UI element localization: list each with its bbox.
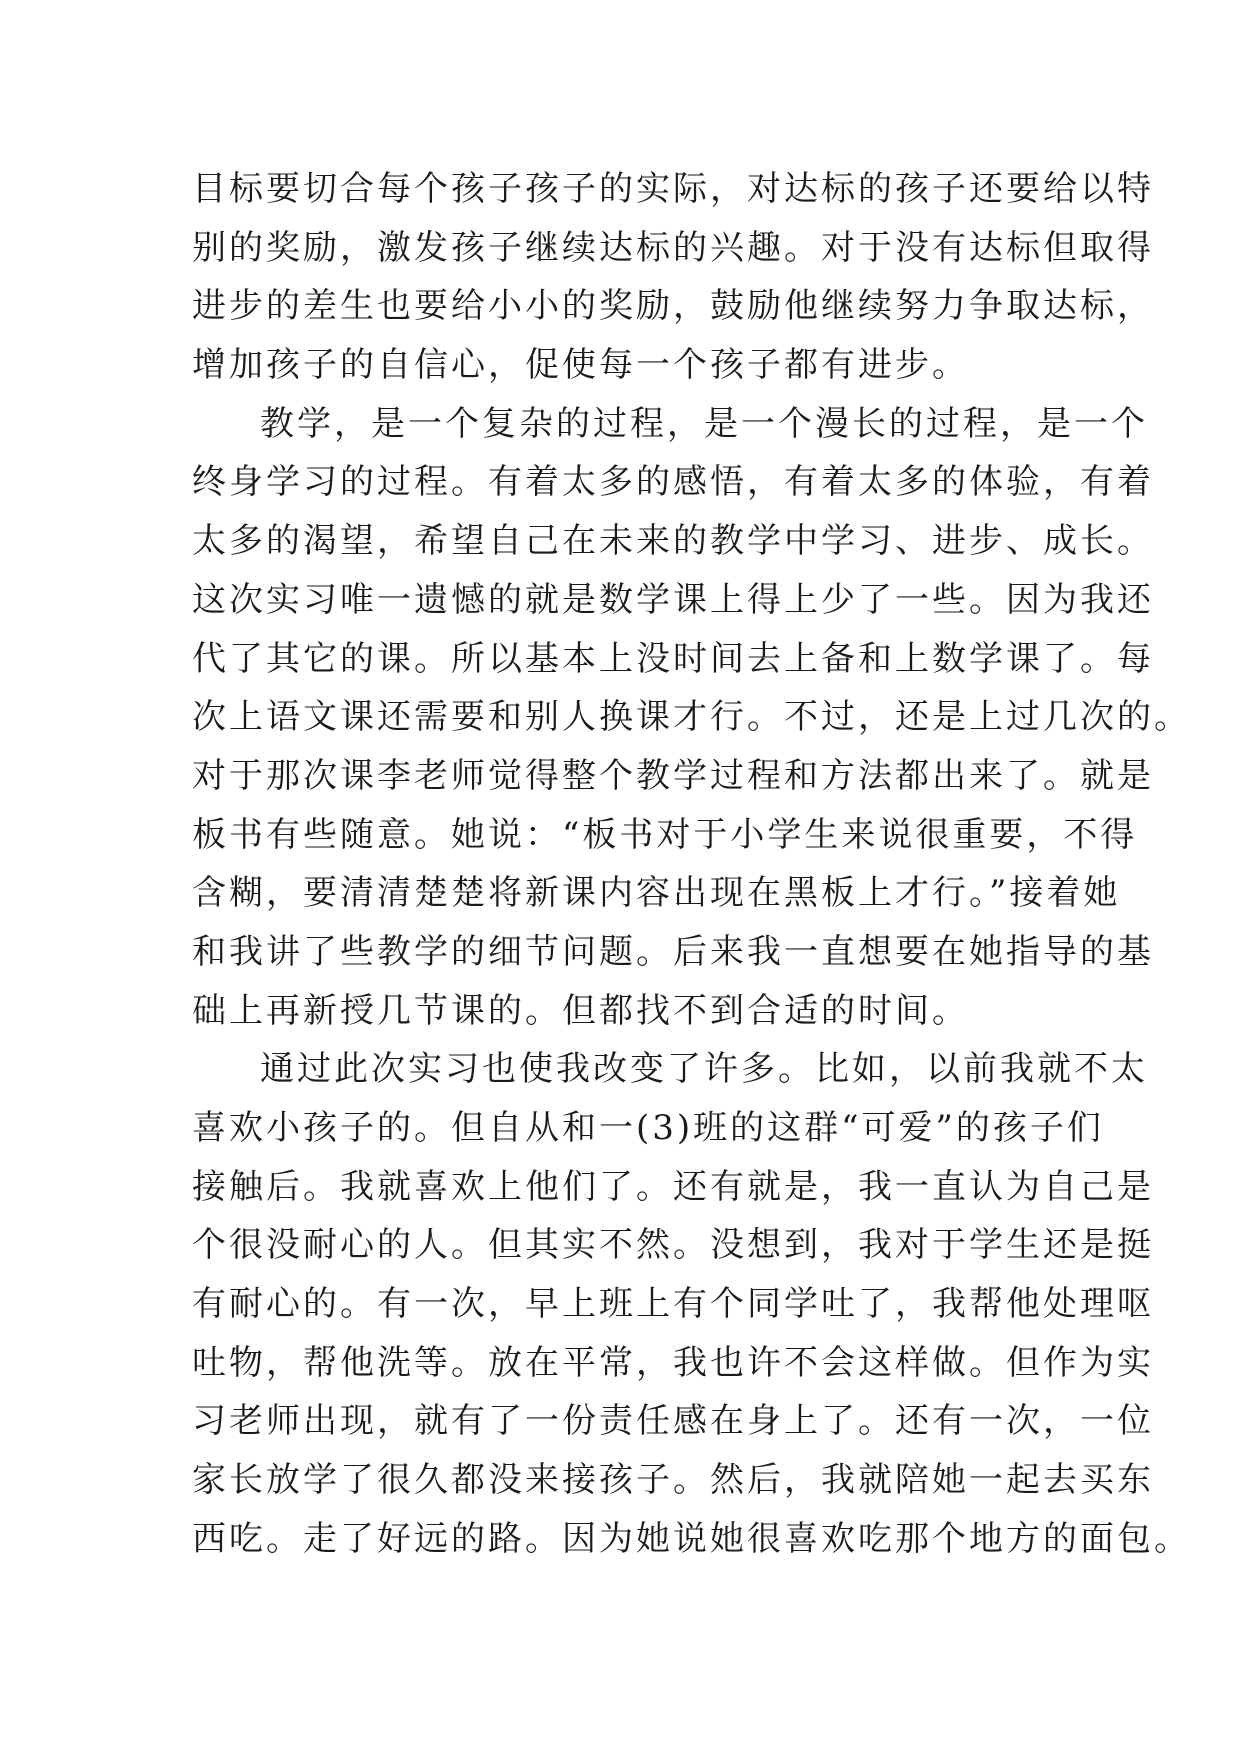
text-line: 进步的差生也要给小小的奖励，鼓励他继续努力争取达标， <box>192 286 1154 327</box>
text-line: 习老师出现，就有了一份责任感在身上了。还有一次，一位 <box>192 1401 1154 1442</box>
text-line: 家长放学了很久都没来接孩子。然后，我就陪她一起去买东 <box>192 1460 1154 1501</box>
text-line: 有耐心的。有一次，早上班上有个同学吐了，我帮他处理呕 <box>192 1284 1154 1325</box>
text-line: 喜欢小孩子的。但自从和一(3)班的这群“可爱”的孩子们 <box>192 1108 1104 1148</box>
text-line: 板书有些随意。她说：“板书对于小学生来说很重要，不得 <box>192 814 1138 855</box>
text-line: 含糊，要清清楚楚将新课内容出现在黑板上才行。”接着她 <box>192 873 1121 914</box>
text-line: 增加孩子的自信心，促使每一个孩子都有进步。 <box>192 345 969 386</box>
text-line: 础上再新授几节课的。但都找不到合适的时间。 <box>192 990 969 1031</box>
text-line: 目标要切合每个孩子孩子的实际，对达标的孩子还要给以特 <box>192 169 1154 209</box>
text-line: 和我讲了些教学的细节问题。后来我一直想要在她指导的基 <box>192 931 1154 972</box>
text-line: 吐物，帮他洗等。放在平常，我也许不会这样做。但作为实 <box>192 1342 1154 1383</box>
text-line: 西吃。走了好远的路。因为她说她很喜欢吃那个地方的面包。 <box>192 1518 1191 1559</box>
text-line: 接触后。我就喜欢上他们了。还有就是，我一直认为自己是 <box>192 1166 1154 1207</box>
text-line: 别的奖励，激发孩子继续达标的兴趣。对于没有达标但取得 <box>192 227 1154 268</box>
text-line: 对于那次课李老师觉得整个教学过程和方法都出来了。就是 <box>192 755 1154 796</box>
text-line: 个很没耐心的人。但其实不然。没想到，我对于学生还是挺 <box>192 1225 1154 1266</box>
paragraph-start-line: 教学，是一个复杂的过程，是一个漫长的过程，是一个 <box>260 403 1148 444</box>
body-text <box>192 160 1191 1569</box>
text-line: 太多的渴望，希望自己在未来的教学中学习、进步、成长。 <box>192 521 1154 562</box>
text-line: 终身学习的过程。有着太多的感悟，有着太多的体验，有着 <box>192 462 1154 503</box>
text-line: 代了其它的课。所以基本上没时间去上备和上数学课了。每 <box>192 638 1154 679</box>
text-line: 次上语文课还需要和别人换课才行。不过，还是上过几次的。 <box>192 697 1191 738</box>
paragraph-start-line: 通过此次实习也使我改变了许多。比如，以前我就不太 <box>260 1049 1148 1090</box>
text-line: 这次实习唯一遗憾的就是数学课上得上少了一些。因为我还 <box>192 579 1154 620</box>
